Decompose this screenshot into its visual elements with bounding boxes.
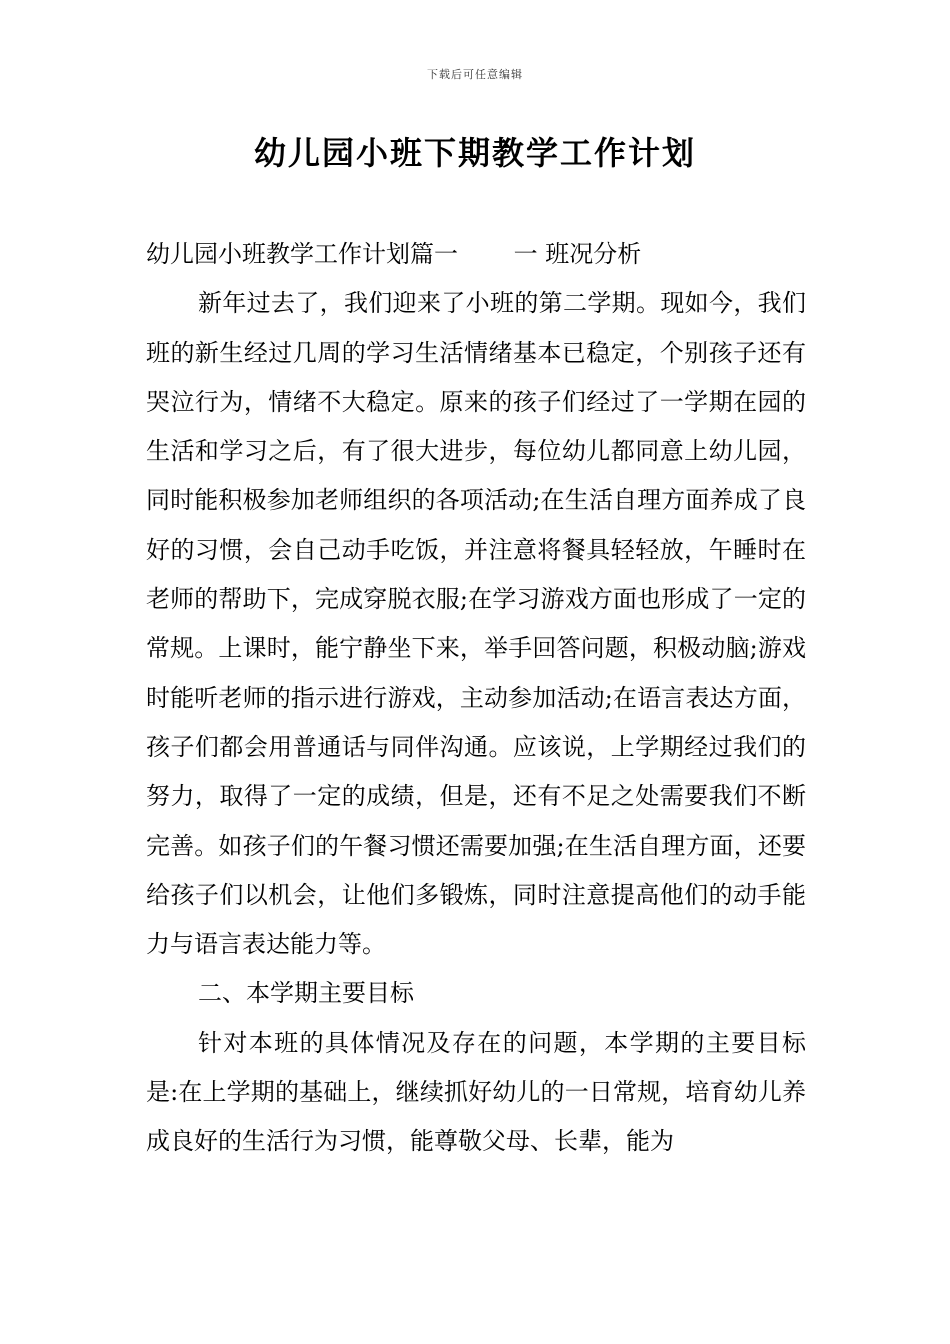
paragraph-situation-analysis: 新年过去了，我们迎来了小班的第二学期。现如今，我们班的新生经过几周的学习生活情绪基本已稳定，个别孩子还有哭泣行为，情绪不大稳定。原来的孩子们经过了一学期在园的生活和学习之后，有了很大进步，每位幼儿都同意上幼儿园，同时能积极参加老师组织的各项活动;在生活自理方面养成了良好的习惯，会自己动手吃饭，并注意将餐具轻轻放，午睡时在老师的帮助下，完成穿脱衣服;在学习游戏方面也形成了一定的常规。上课时，能宁静坐下来，举手回答问题，积极动脑;游戏时能听老师的指示进行游戏，主动参加活动;在语言表达方面，孩子们都会用普通话与同伴沟通。应该说，上学期经过我们的努力，取得了一定的成绩，但是，还有不足之处需要我们不断完善。如孩子们的午餐习惯还需要加强;在生活自理方面，还要给孩子们以机会，让他们多锻炼，同时注意提高他们的动手能力与语言表达能力等。	[146, 289, 806, 959]
document-body	[146, 230, 806, 1167]
section-heading: 幼儿园小班教学工作计划篇一 一 班况分析	[146, 240, 642, 268]
paragraph-goals: 针对本班的具体情况及存在的问题，本学期的主要目标是:在上学期的基础上，继续抓好幼儿的一日常规，培育幼儿养成良好的生活行为习惯，能尊敬父母、长辈，能为	[146, 1028, 806, 1156]
document-title: 幼儿园小班下期教学工作计划	[253, 134, 696, 172]
header-note: 下载后可任意编辑	[427, 68, 523, 81]
section-heading-goals: 二、本学期主要目标	[198, 979, 414, 1008]
